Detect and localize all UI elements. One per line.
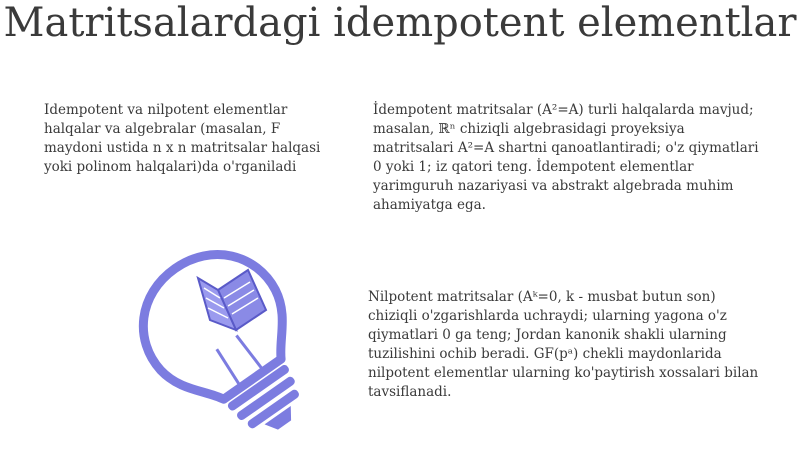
idempotent-text: İdempotent matritsalar (A²=A) turli halqalarda mavjud; masalan, ℝⁿ chiziqli algebrasidagi proyeksiya matritsalari A²=A shartni qanoatlantiradi; o'z qiymatlari 0 yoki 1; iz qatori teng. İdempotent elementlar yarimguruh nazariyasi va abstrakt algebrada muhim ahamiyatga ega. [373,102,759,213]
nilpotent-text: Nilpotent matritsalar (Aᵏ=0, k - musbat butun son) chiziqli o'zgarishlarda uchraydi; ularning yagona o'z qiymatlari 0 ga teng; Jordan kanonik shakli ularning tuzilishini ochib beradi. GF(pᵃ) chekli maydonlarida nilpotent elementlar ularning ko'paytirish xossalari bilan tavsiflanadi. [368,289,759,400]
intro-text: Idempotent va nilpotent elementlar halqalar va algebralar (masalan, F maydoni ustida n x n matritsalar halqasi yoki polinom halqalari)da o'rganiladi [44,102,321,175]
lightbulb-book-icon [98,250,313,430]
slide-title: Matritsalardagi idempotent elementlar [3,0,797,46]
